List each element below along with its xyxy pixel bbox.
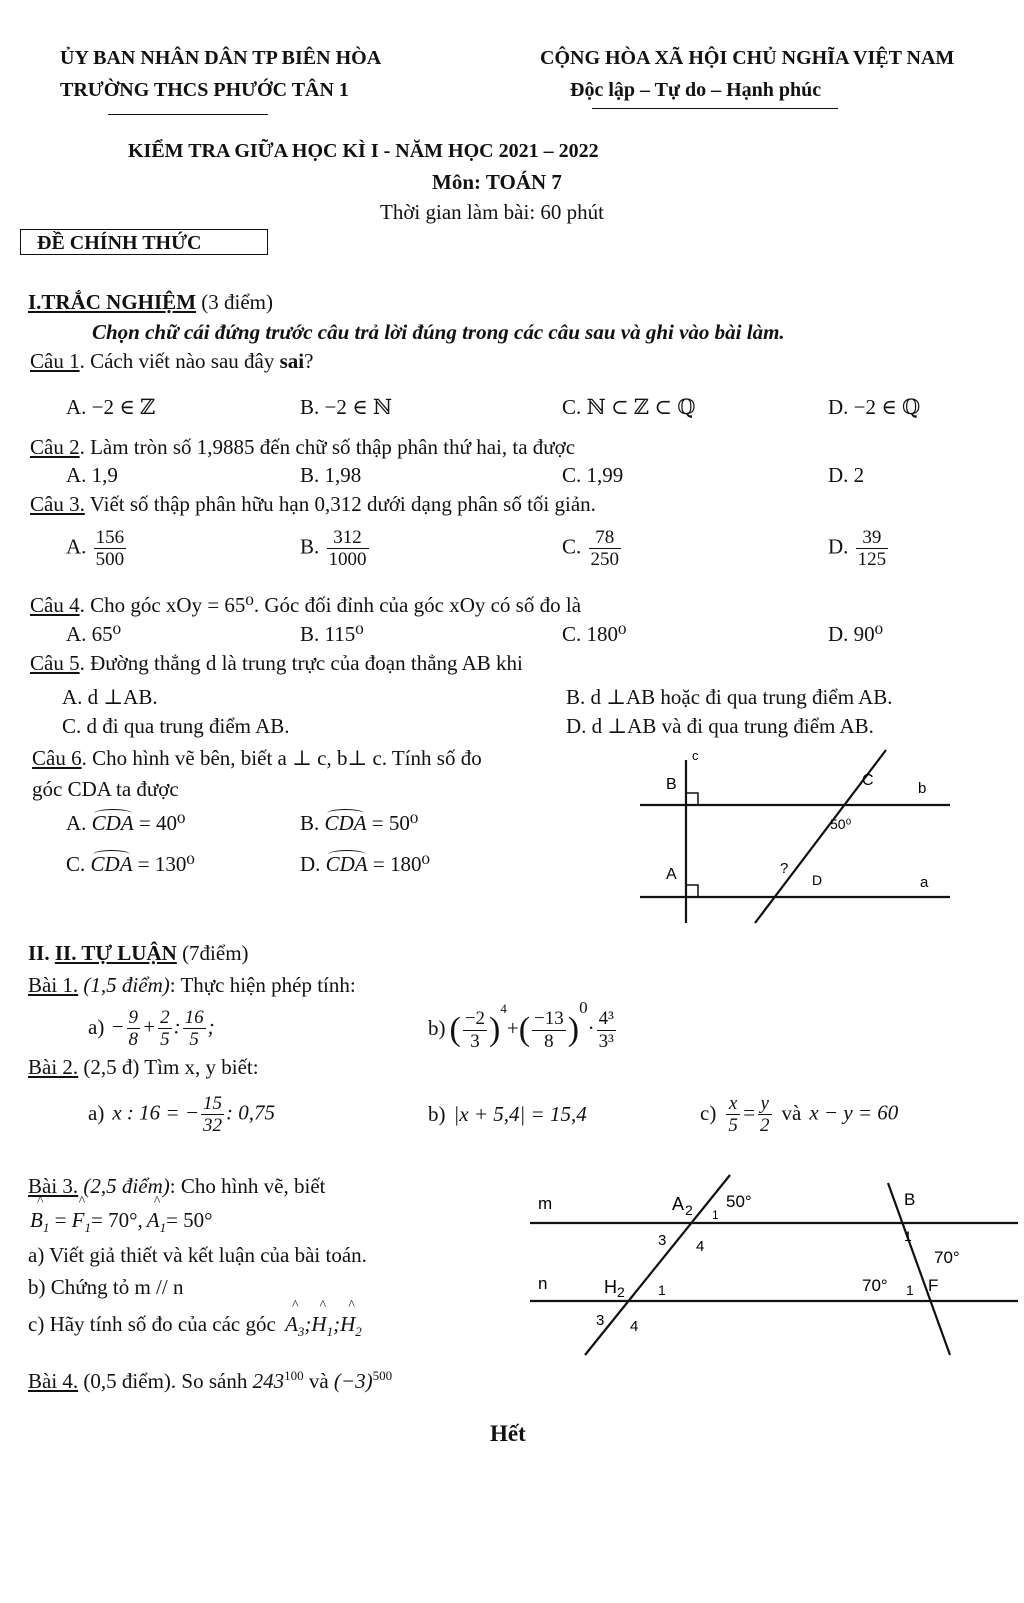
q1-option-a: A. −2 ∈ ℤ xyxy=(66,395,156,419)
part2-title: II. TỰ LUẬN xyxy=(54,941,177,965)
b1-a-colon: : xyxy=(173,1014,181,1039)
b4-base1: 243 xyxy=(252,1369,285,1393)
q2-text: . Làm tròn số 1,9885 đến chữ số thập phân thứ hai, ta được xyxy=(79,435,576,459)
b2-c-label: c) xyxy=(700,1100,717,1125)
q5-text: . Đường thẳng d là trung trực của đoạn thẳng AB khi xyxy=(79,651,523,675)
b3-sep2: ; xyxy=(333,1312,341,1336)
q6-c-angle: CDA xyxy=(90,852,133,876)
part1-instruction: Chọn chữ cái đứng trước câu trả lời đúng trong các câu sau và ghi vào bài làm. xyxy=(92,320,785,344)
b3-a1-sub: 1 xyxy=(159,1220,167,1236)
b2-a-den: 32 xyxy=(202,1115,222,1137)
q1-bold: sai xyxy=(279,349,305,373)
q3-label: Câu 3. xyxy=(30,492,85,516)
b4-and: và xyxy=(303,1369,334,1393)
fig2-label-F70: 70° xyxy=(862,1276,888,1295)
end-mark: Hết xyxy=(490,1421,526,1446)
fig2-label-B1: 1 xyxy=(904,1228,912,1244)
b3-f1-letter: F xyxy=(71,1208,85,1232)
header-authority: ỦY BAN NHÂN DÂN TP BIÊN HÒA xyxy=(60,47,382,69)
q6-label: Câu 6 xyxy=(32,746,82,770)
official-badge: ĐỀ CHÍNH THỨC xyxy=(20,229,268,255)
b1-a-label: a) xyxy=(88,1014,105,1039)
fig1-label-question: ? xyxy=(780,860,789,877)
q3-option-b xyxy=(300,527,371,571)
b3-given-eq2: = 50° xyxy=(166,1208,213,1232)
b3-angle-a3 xyxy=(285,1312,304,1340)
exercise-2 xyxy=(28,1055,259,1080)
b1-a-n1: 9 xyxy=(128,1007,138,1028)
q3-d-den: 125 xyxy=(857,549,887,571)
q3-c-num: 78 xyxy=(589,527,622,549)
b3-c-angles xyxy=(285,1312,362,1340)
b2-c-frac2 xyxy=(758,1093,772,1137)
fig2-transversal-AH xyxy=(585,1175,730,1355)
b3-text: : Cho hình vẽ, biết xyxy=(169,1174,326,1198)
q3-a-num: 156 xyxy=(95,527,125,548)
fig2-label-F: F xyxy=(928,1276,939,1295)
b2-points: (2,5 đ) Tìm x, y biết: xyxy=(78,1055,259,1079)
b3-f1-sub: 1 xyxy=(84,1220,91,1236)
b3-h2-sub: 2 xyxy=(355,1324,362,1340)
b1-b-d1: 3 xyxy=(470,1030,480,1052)
b3-sep1: ; xyxy=(304,1312,312,1336)
q5-option-d: D. d ⊥AB và đi qua trung điểm AB. xyxy=(566,714,874,738)
fig2-label-50: 50° xyxy=(726,1192,752,1211)
b3-h1-sub: 1 xyxy=(326,1324,334,1340)
q6-c-value: = 130⁰ xyxy=(137,852,195,876)
q3-option-c xyxy=(562,527,623,571)
question-2 xyxy=(30,435,575,460)
exercise-1 xyxy=(28,973,356,998)
b4-points: (0,5 điểm). So sánh xyxy=(78,1369,253,1393)
q3-a-den: 500 xyxy=(95,549,125,571)
b3-a3-sub: 3 xyxy=(297,1324,305,1340)
part1-points: (3 điểm) xyxy=(196,290,273,314)
b1-b-frac1 xyxy=(463,1008,487,1052)
q1-label: Câu 1 xyxy=(30,349,80,373)
exam-title: KIỂM TRA GIỮA HỌC KÌ I - NĂM HỌC 2021 – 2022 xyxy=(128,140,599,162)
b3-a1-letter: A xyxy=(146,1208,160,1232)
b2-c-n2: y xyxy=(758,1093,772,1115)
b1-b-exp2: 0 xyxy=(579,998,588,1017)
q6-text1: . Cho hình vẽ bên, biết a ⊥ c, b⊥ c. Tính số đo xyxy=(81,746,482,770)
b2-a-label: a) xyxy=(88,1100,105,1125)
figure-q6 xyxy=(640,745,960,925)
b2-c-text: x − y = 60 xyxy=(809,1100,899,1125)
q6-option-b xyxy=(300,811,418,836)
q5-label: Câu 5 xyxy=(30,651,80,675)
q3-b-label: B. xyxy=(300,534,320,559)
b1-b-exp1: 4 xyxy=(500,1001,507,1016)
b1-a-frac2 xyxy=(158,1007,172,1051)
b1-a-frac3 xyxy=(183,1007,206,1051)
q4-option-b: B. 115⁰ xyxy=(300,622,364,646)
q6-a-value: = 40⁰ xyxy=(138,811,186,835)
b1-a-d2: 5 xyxy=(160,1029,170,1051)
q1-option-d: D. −2 ∈ ℚ xyxy=(828,395,921,419)
q6-text2: góc CDA ta được xyxy=(32,777,179,801)
b2-part-b xyxy=(428,1102,587,1127)
b1-a-plus: + xyxy=(142,1014,157,1039)
b1-points: (1,5 điểm) xyxy=(78,973,170,997)
fig2-label-A2: 2 xyxy=(685,1202,693,1218)
b1-b-d2: 8 xyxy=(544,1030,554,1052)
b1-a-d1: 8 xyxy=(128,1029,138,1051)
fig1-label-50: 50⁰ xyxy=(830,816,852,832)
q6-option-d xyxy=(300,852,430,877)
b3-angle-h1 xyxy=(311,1312,333,1340)
q3-b-fraction xyxy=(327,527,369,571)
q6-b-value: = 50⁰ xyxy=(371,811,419,835)
b1-a-minus: − xyxy=(110,1014,125,1039)
question-4 xyxy=(30,593,581,618)
b1-a-end: ; xyxy=(207,1014,215,1039)
q2-option-b: B. 1,98 xyxy=(300,463,362,487)
b3-part-a: a) Viết giả thiết và kết luận của bài toán. xyxy=(28,1243,367,1267)
b3-h2-letter: H xyxy=(340,1312,356,1336)
q6-d-label: D. xyxy=(300,852,321,876)
b1-b-dot: · xyxy=(587,1016,595,1040)
q6-d-angle: CDA xyxy=(325,852,368,876)
b1-b-plus: + xyxy=(506,1016,519,1040)
fig2-label-F1: 1 xyxy=(906,1282,914,1298)
fig2-label-B70: 70° xyxy=(934,1248,960,1267)
fig2-label-m: m xyxy=(538,1194,553,1213)
q6-d-value: = 180⁰ xyxy=(372,852,430,876)
b1-b-lparen1: ( xyxy=(449,1011,461,1049)
q4-text: . Cho góc xOy = 65⁰. Góc đối đỉnh của góc xOy có số đo là xyxy=(79,593,582,617)
b1-b-frac3 xyxy=(597,1008,616,1052)
b3-part-b: b) Chứng tỏ m // n xyxy=(28,1275,184,1299)
q6-b-angle: CDA xyxy=(324,811,367,835)
b3-b1-letter: B xyxy=(30,1208,43,1232)
q2-label: Câu 2 xyxy=(30,435,80,459)
fig1-label-a: a xyxy=(920,874,929,891)
b3-a3-letter: A xyxy=(285,1312,298,1336)
q5-option-a: A. d ⊥AB. xyxy=(62,685,158,709)
fig2-label-H1: 1 xyxy=(658,1282,666,1298)
b4-exp1: 100 xyxy=(284,1368,304,1383)
b1-a-n2: 2 xyxy=(160,1007,170,1028)
q6-c-label: C. xyxy=(66,852,86,876)
b2-c-eq: = xyxy=(741,1100,756,1125)
q6-a-label: A. xyxy=(66,811,87,835)
exam-subject: Môn: TOÁN 7 xyxy=(432,170,562,194)
b2-part-c xyxy=(700,1093,898,1137)
b3-b1-sub: 1 xyxy=(42,1220,50,1236)
q3-c-fraction xyxy=(589,527,622,571)
b3-angle-b1 xyxy=(30,1208,49,1236)
q3-b-den: 1000 xyxy=(328,549,367,571)
q6-option-c xyxy=(66,852,195,877)
b2-a-num: 15 xyxy=(202,1093,222,1114)
b1-b-n2: −13 xyxy=(534,1008,564,1030)
b1-b-frac2 xyxy=(532,1008,566,1052)
fig1-label-D: D xyxy=(812,872,823,888)
fig2-label-H4: 4 xyxy=(630,1318,639,1335)
fig1-right-angle-b xyxy=(686,793,698,805)
b2-a-frac xyxy=(201,1093,224,1137)
fig2-label-A3: 3 xyxy=(658,1232,667,1249)
q3-option-d xyxy=(828,527,890,571)
b3-label: Bài 3. xyxy=(28,1174,79,1198)
q3-a-fraction xyxy=(94,527,127,571)
exercise-4 xyxy=(28,1368,392,1394)
fig1-label-c: c xyxy=(692,748,699,763)
q4-option-c: C. 180⁰ xyxy=(562,622,627,646)
b2-b-label: b) xyxy=(428,1102,446,1126)
fig1-right-angle-a xyxy=(686,885,698,897)
q3-d-num: 39 xyxy=(856,527,889,549)
question-1 xyxy=(30,349,313,374)
fig2-label-A1: 1 xyxy=(712,1208,719,1222)
b3-angle-h2 xyxy=(340,1312,362,1340)
part1-heading xyxy=(28,290,273,315)
fig2-label-H2: 2 xyxy=(617,1284,625,1300)
q3-a-label: A. xyxy=(66,534,87,559)
q5-option-b: B. d ⊥AB hoặc đi qua trung điểm AB. xyxy=(566,685,893,709)
b2-label: Bài 2. xyxy=(28,1055,79,1079)
b2-c-n1: x xyxy=(726,1093,740,1115)
question-3 xyxy=(30,492,596,517)
q6-a-angle: CDA xyxy=(91,811,134,835)
b1-b-n1: −2 xyxy=(464,1008,486,1030)
b1-b-rparen2: ) xyxy=(567,1011,580,1049)
part2-roman: II. xyxy=(28,941,55,965)
b3-points: (2,5 điểm) xyxy=(78,1174,170,1198)
fig1-label-A: A xyxy=(666,866,677,883)
q3-d-label: D. xyxy=(828,534,849,559)
header-school: TRƯỜNG THCS PHƯỚC TÂN 1 xyxy=(60,79,349,101)
q1-text: . Cách viết nào sau đây xyxy=(79,349,280,373)
q3-d-fraction xyxy=(856,527,889,571)
header-country: CỘNG HÒA XÃ HỘI CHỦ NGHĨA VIỆT NAM xyxy=(540,47,955,69)
q6-option-a xyxy=(66,811,185,836)
fig1-label-B: B xyxy=(666,776,677,793)
b1-part-b xyxy=(428,998,618,1052)
q1-option-c: C. ℕ ⊂ ℤ ⊂ ℚ xyxy=(562,395,696,419)
part2-heading xyxy=(28,941,249,966)
b1-b-n3: 4³ xyxy=(598,1008,614,1030)
fig2-label-A: A xyxy=(672,1194,685,1214)
q4-option-d: D. 90⁰ xyxy=(828,622,884,646)
b3-part-c xyxy=(28,1312,362,1340)
question-5 xyxy=(30,651,523,676)
q2-option-d: D. 2 xyxy=(828,463,865,487)
b1-part-a xyxy=(88,1007,215,1051)
b2-a-text1: x : 16 = − xyxy=(112,1100,199,1125)
b4-label: Bài 4. xyxy=(28,1369,79,1393)
b1-text: : Thực hiện phép tính: xyxy=(169,973,356,997)
fig1-label-C: C xyxy=(862,772,874,789)
b3-given-eq: = 70°, xyxy=(91,1208,143,1232)
question-6 xyxy=(32,746,482,771)
q1-option-b: B. −2 ∈ ℕ xyxy=(300,395,393,419)
q2-option-a: A. 1,9 xyxy=(66,463,118,487)
figure-bai3 xyxy=(530,1165,1020,1360)
b3-angle-f1 xyxy=(72,1208,91,1236)
b4-exp2: 500 xyxy=(372,1368,393,1383)
q3-b-num: 312 xyxy=(327,527,369,549)
fig2-label-A4: 4 xyxy=(696,1238,705,1255)
fig2-label-H: H xyxy=(604,1277,617,1297)
b2-b-text: |x + 5,4| = 15,4 xyxy=(453,1102,587,1126)
header-right-rule xyxy=(592,108,838,109)
b2-part-a xyxy=(88,1093,275,1137)
b1-label: Bài 1. xyxy=(28,973,79,997)
part2-points: (7điểm) xyxy=(176,941,249,965)
fig2-transversal-BF xyxy=(888,1183,950,1355)
q3-c-den: 250 xyxy=(590,549,620,571)
b1-b-d3: 3³ xyxy=(598,1030,614,1052)
b2-c-frac1 xyxy=(726,1093,740,1137)
b3-angle-a1 xyxy=(147,1208,166,1236)
b1-a-d3: 5 xyxy=(189,1029,199,1051)
b2-c-d1: 5 xyxy=(728,1115,738,1137)
fig2-label-B: B xyxy=(904,1190,916,1209)
fig2-label-n: n xyxy=(538,1274,548,1293)
q3-text: Viết số thập phân hữu hạn 0,312 dưới dạng phân số tối giản. xyxy=(84,492,596,516)
b4-base2: (−3) xyxy=(333,1369,373,1393)
fig2-label-H3: 3 xyxy=(596,1312,605,1329)
q5-option-c: C. d đi qua trung điểm AB. xyxy=(62,714,290,738)
b1-a-n3: 16 xyxy=(184,1007,204,1028)
q3-c-label: C. xyxy=(562,534,582,559)
b3-h1-letter: H xyxy=(311,1312,327,1336)
part1-title: I.TRẮC NGHIỆM xyxy=(28,290,197,314)
header-left-rule xyxy=(108,114,268,115)
b1-b-lparen2: ( xyxy=(518,1011,531,1049)
b3-c-text: c) Hãy tính số đo của các góc xyxy=(28,1312,276,1336)
b2-c-and: và xyxy=(781,1100,802,1125)
b1-a-frac1 xyxy=(127,1007,141,1051)
q2-option-c: C. 1,99 xyxy=(562,463,624,487)
q3-option-a xyxy=(66,527,128,571)
b1-b-rparen1: ) xyxy=(489,1011,501,1049)
q6-b-label: B. xyxy=(300,811,320,835)
b1-b-label: b) xyxy=(428,1016,446,1040)
q1-end: ? xyxy=(304,349,314,373)
b3-given: ^ $B_1$ = ^ $F_1=$ 70°,^ $A_1= 50^\circ$ xyxy=(30,1208,213,1236)
header-motto: Độc lập – Tự do – Hạnh phúc xyxy=(570,79,822,101)
b2-c-d2: 2 xyxy=(760,1115,770,1137)
fig1-label-b: b xyxy=(918,780,927,797)
b2-a-text2: : 0,75 xyxy=(225,1100,275,1125)
q4-label: Câu 4 xyxy=(30,593,80,617)
exam-duration: Thời gian làm bài: 60 phút xyxy=(380,200,604,224)
q4-option-a: A. 65⁰ xyxy=(66,622,122,646)
